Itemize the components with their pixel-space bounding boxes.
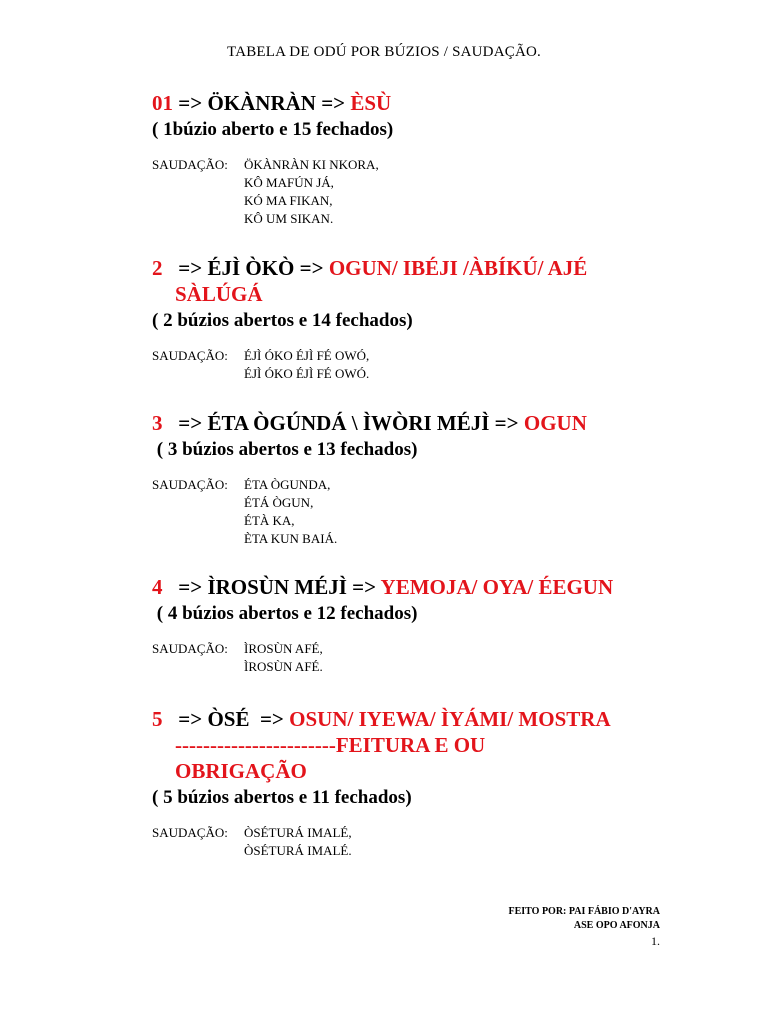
odu-heading	[152, 90, 712, 116]
saudacao-line: KÔ MAFÚN JÁ,	[244, 175, 334, 190]
saudacao-line: ÌROSÙN AFÉ,	[244, 641, 323, 656]
saudacao-line: ÒSÉTURÁ IMALÉ.	[244, 843, 352, 858]
arrow: =>	[352, 575, 377, 599]
odu-number: 2	[152, 256, 163, 280]
odu-heading	[152, 410, 712, 436]
author-line: FEITO POR: PAI FÁBIO D'AYRA	[508, 906, 660, 917]
arrow: =>	[178, 91, 203, 115]
house-line: ASE OPO AFONJA	[573, 920, 660, 931]
arrow: =>	[321, 91, 346, 115]
page-number: 1.	[651, 934, 660, 948]
author-credit	[509, 905, 661, 933]
saudacao-line: ÉTÀ KA,	[244, 513, 295, 528]
odu-number: 3	[152, 411, 163, 435]
odu-heading	[152, 706, 712, 784]
saudacao-line: ÌROSÙN AFÉ.	[244, 659, 323, 674]
orixa-name-continued: -----------------------FEITURA E OU	[175, 733, 486, 757]
saudacao-line: KÔ UM SIKAN.	[244, 211, 334, 226]
odu-entry-2	[152, 255, 712, 383]
saudacao-line: KÓ MA FIKAN,	[244, 193, 333, 208]
odu-entry-3	[152, 410, 712, 548]
orixa-name-continued: SÀLÚGÁ	[175, 282, 263, 306]
saudacao-block	[152, 476, 712, 548]
saudacao-line: ÉJÌ ÓKO ÉJÌ FÉ OWÓ,	[244, 348, 370, 363]
saudacao-block	[152, 640, 712, 676]
saudacao-line: ÖKÀNRÀN KI NKORA,	[244, 157, 379, 172]
odu-name: ÌROSÙN MÉJÌ	[207, 575, 347, 599]
odu-name: ÖKÀNRÀN	[207, 91, 316, 115]
buzios-count: ( 2 búzios abertos e 14 fechados)	[152, 310, 413, 331]
odu-entry-1	[152, 90, 712, 228]
arrow: =>	[259, 707, 284, 731]
odu-name: ÒSÉ	[207, 707, 250, 731]
saudacao-line: ÒSÉTURÁ IMALÉ,	[244, 825, 352, 840]
orixa-name: ÈSÙ	[350, 91, 392, 115]
orixa-name: OGUN/ IBÉJI /ÀBÍKÚ/ AJÉ	[328, 256, 588, 280]
arrow: =>	[178, 575, 203, 599]
buzios-count: ( 5 búzios abertos e 11 fechados)	[152, 787, 412, 808]
buzios-count: ( 3 búzios abertos e 13 fechados)	[152, 439, 418, 460]
odu-name: ÉJÌ ÒKÒ	[207, 256, 295, 280]
saudacao-block	[152, 156, 712, 228]
saudacao-block	[152, 824, 712, 860]
orixa-name: OGUN	[523, 411, 587, 435]
saudacao-label: SAUDAÇÃO:	[152, 157, 228, 172]
saudacao-label: SAUDAÇÃO:	[152, 825, 228, 840]
saudacao-line: ÉTA ÒGUNDA,	[244, 477, 331, 492]
arrow: =>	[178, 411, 203, 435]
odu-name: ÉTA ÒGÚNDÁ \ ÌWÒRI MÉJÌ	[207, 411, 490, 435]
buzios-count: ( 4 búzios abertos e 12 fechados)	[152, 603, 418, 624]
odu-entry-4	[152, 574, 712, 676]
buzios-count: ( 1búzio aberto e 15 fechados)	[152, 119, 394, 140]
arrow: =>	[299, 256, 324, 280]
saudacao-label: SAUDAÇÃO:	[152, 348, 228, 363]
odu-number: 5	[152, 707, 163, 731]
arrow: =>	[178, 256, 203, 280]
orixa-name-continued: OBRIGAÇÃO	[175, 759, 307, 783]
saudacao-line: ÉTÁ ÒGUN,	[244, 495, 314, 510]
saudacao-line: ÈTA KUN BAIÁ.	[244, 531, 338, 546]
saudacao-label: SAUDAÇÃO:	[152, 641, 228, 656]
odu-number: 01	[152, 91, 173, 115]
saudacao-block	[152, 347, 712, 383]
saudacao-label: SAUDAÇÃO:	[152, 477, 228, 492]
odu-entry-5	[152, 706, 712, 860]
saudacao-line: ÉJÌ ÓKO ÉJÌ FÉ OWÓ.	[244, 366, 370, 381]
odu-heading	[152, 255, 712, 307]
arrow: =>	[494, 411, 519, 435]
orixa-name: OSUN/ IYEWA/ ÌYÁMI/ MOSTRA	[289, 707, 611, 731]
arrow: =>	[178, 707, 203, 731]
orixa-name: YEMOJA/ OYA/ ÉEGUN	[380, 575, 614, 599]
odu-heading	[152, 574, 712, 600]
page-title: TABELA DE ODÚ POR BÚZIOS / SAUDAÇÃO.	[227, 44, 541, 60]
odu-number: 4	[152, 575, 163, 599]
